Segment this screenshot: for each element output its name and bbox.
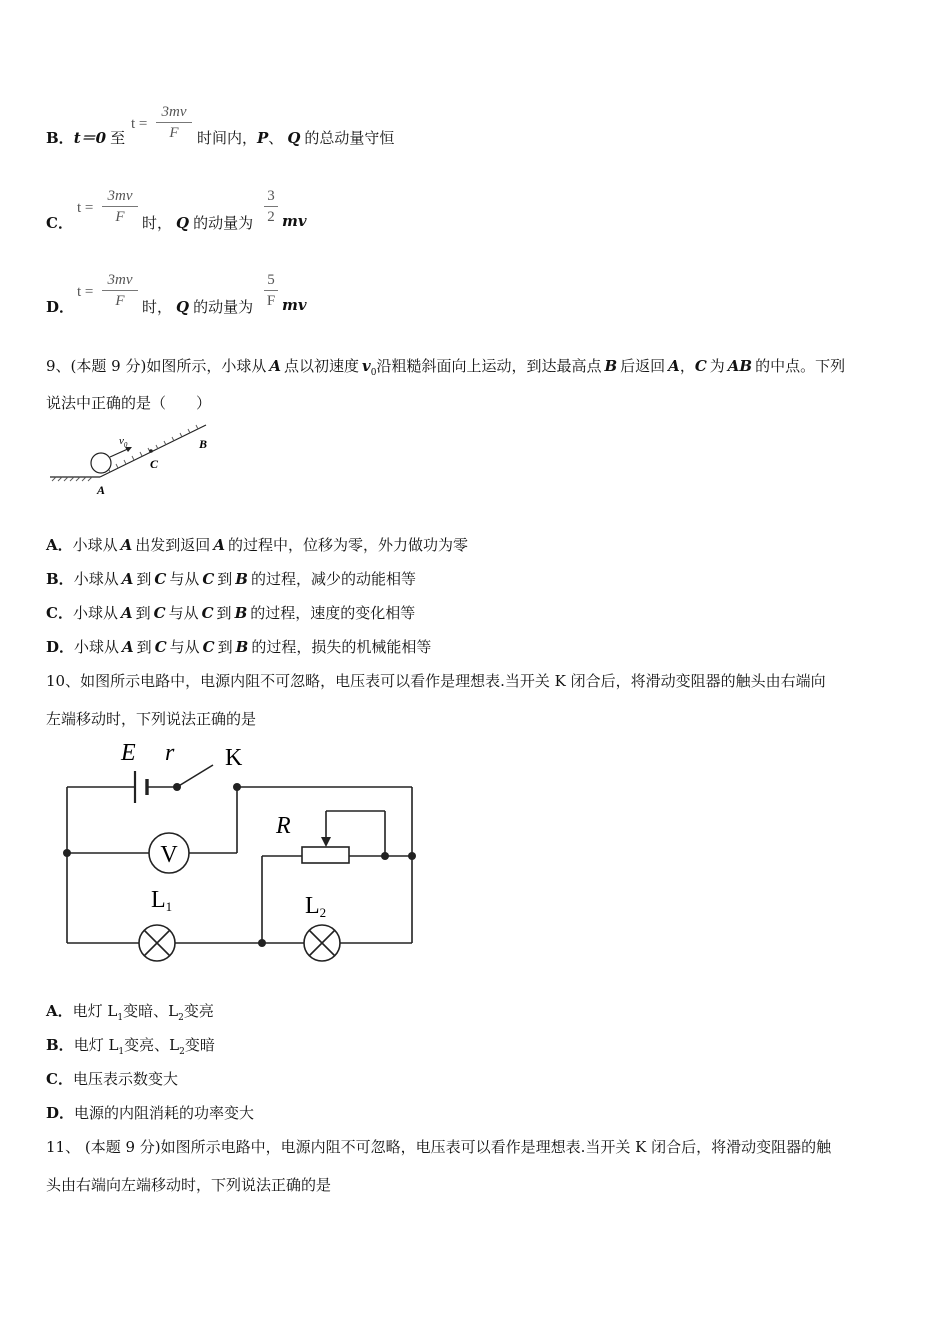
- text: 与从: [169, 638, 200, 656]
- q8c-text: [142, 212, 253, 233]
- text: 与从: [169, 570, 200, 588]
- label-a: A: [97, 483, 106, 497]
- label-b: B: [199, 437, 208, 451]
- var: A: [121, 570, 134, 588]
- slider-arrow-icon: [321, 837, 331, 847]
- fraction-bar: [102, 290, 138, 291]
- fraction-denominator: 2: [267, 209, 275, 225]
- text: 到: [136, 570, 152, 588]
- q9-option-a: [46, 534, 468, 555]
- q9-stem-line1: [46, 355, 845, 378]
- q8c-coef-fraction: [264, 187, 278, 226]
- q11-stem-line1: 11、 (本题 9 分)如图所示电路中，电源内阻不可忽略，电压表可以看作是理想表.当开关 K 闭合后，将滑动变阻器的触: [46, 1138, 832, 1156]
- var-p: P: [257, 129, 269, 147]
- text: 电源的内阻消耗的功率变大: [74, 1104, 255, 1122]
- subscript: 1: [117, 1013, 124, 1023]
- q8b-text: [197, 127, 394, 148]
- var: B: [234, 604, 248, 622]
- label-e: E: [121, 740, 136, 766]
- q9-option-d: [46, 636, 431, 657]
- text: 小球从: [73, 570, 119, 588]
- text: 变亮、L: [124, 1036, 180, 1054]
- label-c: C: [150, 457, 159, 471]
- text: 与从: [168, 604, 199, 622]
- subscript: 2: [179, 1047, 185, 1057]
- fraction-denominator: F: [115, 293, 125, 309]
- text: 的过程，损失的机械能相等: [251, 638, 432, 656]
- var: C: [154, 638, 167, 656]
- text: 的过程中，位移为零，外力做功为零: [227, 536, 468, 554]
- lamp-l2-icon: [304, 925, 340, 961]
- text: 的总动量守恒: [304, 129, 395, 147]
- q10-circuit-diagram: [55, 735, 435, 970]
- text: 小球从: [72, 536, 118, 554]
- text: 电灯 L: [73, 1036, 119, 1054]
- q8d-coef-fraction: [264, 271, 278, 310]
- text: 到: [216, 604, 232, 622]
- q8b-fraction: [156, 103, 192, 142]
- voltmeter-label: V: [160, 842, 178, 868]
- fraction-bar: [156, 122, 192, 123]
- text: 变暗、L: [123, 1002, 179, 1020]
- var-c: C: [694, 357, 707, 375]
- text: 时，: [142, 214, 173, 232]
- label-r: r: [165, 740, 175, 766]
- var-q: Q: [287, 129, 301, 147]
- text: 时间内，: [197, 129, 258, 147]
- lamp-l1-icon: [139, 925, 175, 961]
- text: 变亮: [183, 1002, 214, 1020]
- text: 小球从: [72, 604, 118, 622]
- text: 到: [136, 638, 152, 656]
- text: 到: [217, 638, 233, 656]
- text: 时，: [142, 298, 173, 316]
- option-label: A．: [46, 536, 73, 554]
- q9-incline-figure: [46, 422, 226, 502]
- text: 到: [135, 604, 151, 622]
- option-label: A．: [46, 1002, 73, 1020]
- q8c-mv: mv: [282, 212, 307, 230]
- text: 出发到返回: [135, 536, 211, 554]
- q10-stem-line2: 左端移动时，下列说法正确的是: [46, 710, 257, 728]
- q8-option-b: [46, 127, 125, 148]
- switch-pivot-node: [173, 783, 181, 791]
- label-r-rheostat: R: [276, 813, 291, 839]
- q9-option-b: [46, 568, 416, 589]
- fraction-bar: [102, 206, 138, 207]
- q8d-fraction: [102, 271, 138, 310]
- text: 电灯 L: [72, 1002, 118, 1020]
- var: A: [120, 536, 133, 554]
- var: C: [202, 638, 215, 656]
- text: 为: [709, 357, 725, 375]
- ground-hatching: [52, 425, 198, 481]
- var: C: [201, 604, 214, 622]
- var-v0: v: [362, 357, 371, 375]
- var-q: Q: [176, 214, 190, 232]
- text: 到: [217, 570, 233, 588]
- option-label: B．: [46, 129, 74, 147]
- text: 的过程，速度的变化相等: [250, 604, 416, 622]
- var: C: [153, 604, 166, 622]
- q10-option-a: [46, 1000, 214, 1023]
- text: 、: [268, 129, 284, 147]
- ball-icon: [91, 453, 111, 473]
- q8-option-c-label: C．: [46, 214, 73, 232]
- fraction-numerator: 3mv: [107, 272, 133, 288]
- q11-stem-line2: 头由右端向左端移动时，下列说法正确的是: [46, 1176, 332, 1194]
- option-label: C．: [46, 604, 73, 622]
- q8b-t-equals: t =: [131, 116, 148, 132]
- subscript: 2: [178, 1013, 184, 1023]
- var-ab: AB: [727, 357, 753, 375]
- text: ，: [679, 357, 695, 375]
- text: 电压表示数变大: [72, 1070, 178, 1088]
- subscript: 0: [370, 368, 377, 378]
- t-equals-zero: t＝0: [73, 129, 107, 147]
- fraction-numerator: 3mv: [107, 188, 133, 204]
- label-k: K: [225, 745, 243, 771]
- text: 的过程，减少的动能相等: [250, 570, 416, 588]
- fraction-bar: [264, 206, 278, 207]
- subscript: 1: [118, 1047, 125, 1057]
- text: 后返回: [620, 357, 666, 375]
- q8d-text: [142, 296, 253, 317]
- text: 小球从: [74, 638, 120, 656]
- var: A: [213, 536, 225, 554]
- to-word: 至: [110, 129, 126, 147]
- label-l2: L2: [305, 893, 327, 920]
- text: 点以初速度: [283, 357, 359, 375]
- q8c-t-equals: t =: [77, 200, 94, 216]
- junction-node: [233, 783, 241, 791]
- q10-option-c: [46, 1068, 178, 1089]
- fraction-denominator: F: [169, 125, 179, 141]
- text: 的动量为: [193, 214, 254, 232]
- q8c-fraction: [102, 187, 138, 226]
- q8d-t-equals: t =: [77, 284, 94, 300]
- var-b: B: [604, 357, 618, 375]
- var: A: [120, 604, 133, 622]
- junction-node: [258, 939, 266, 947]
- q9-stem-line2: 说法中正确的是（ ）: [46, 394, 212, 412]
- option-label: D．: [46, 1104, 75, 1122]
- q8-option-d-label: D．: [46, 298, 75, 316]
- fraction-denominator: F: [115, 209, 125, 225]
- var: C: [202, 570, 215, 588]
- option-label: B．: [46, 570, 74, 588]
- fraction-numerator: 3mv: [161, 104, 187, 120]
- q8d-mv: mv: [282, 296, 307, 314]
- var: C: [154, 570, 167, 588]
- option-label: D．: [46, 638, 75, 656]
- q10-option-b: [46, 1034, 215, 1057]
- text: 变暗: [184, 1036, 215, 1054]
- var: B: [235, 570, 248, 588]
- option-label: B．: [46, 1036, 74, 1054]
- text: 的动量为: [193, 298, 254, 316]
- fraction-numerator: 3: [267, 188, 275, 204]
- label-v0: $v_0$: [119, 435, 128, 449]
- label-l1: L1: [151, 887, 173, 914]
- text: 的中点。下列: [755, 357, 846, 375]
- q9-option-c: [46, 602, 415, 623]
- switch-blade: [177, 765, 213, 787]
- text: 沿粗糙斜面向上运动，到达最高点: [376, 357, 602, 375]
- rheostat-resistor: [302, 847, 349, 863]
- var-a: A: [668, 357, 680, 375]
- fraction-bar: [264, 290, 278, 291]
- fraction-numerator: 5: [267, 272, 275, 288]
- var-q: Q: [176, 298, 190, 316]
- q10-option-d: [46, 1102, 254, 1123]
- point-c-dot: [149, 449, 153, 453]
- fraction-denominator: F: [266, 293, 276, 309]
- junction-node: [381, 852, 389, 860]
- option-label: C．: [46, 1070, 73, 1088]
- q10-stem-line1: 10、如图所示电路中，电源内阻不可忽略，电压表可以看作是理想表.当开关 K 闭合后，将滑动变阻器的触头由右端向: [46, 672, 826, 690]
- junction-node: [408, 852, 416, 860]
- text: 9、(本题 9 分)如图所示，小球从: [46, 357, 267, 375]
- junction-node: [63, 849, 71, 857]
- var: B: [235, 638, 249, 656]
- var-a: A: [269, 357, 281, 375]
- var: A: [122, 638, 134, 656]
